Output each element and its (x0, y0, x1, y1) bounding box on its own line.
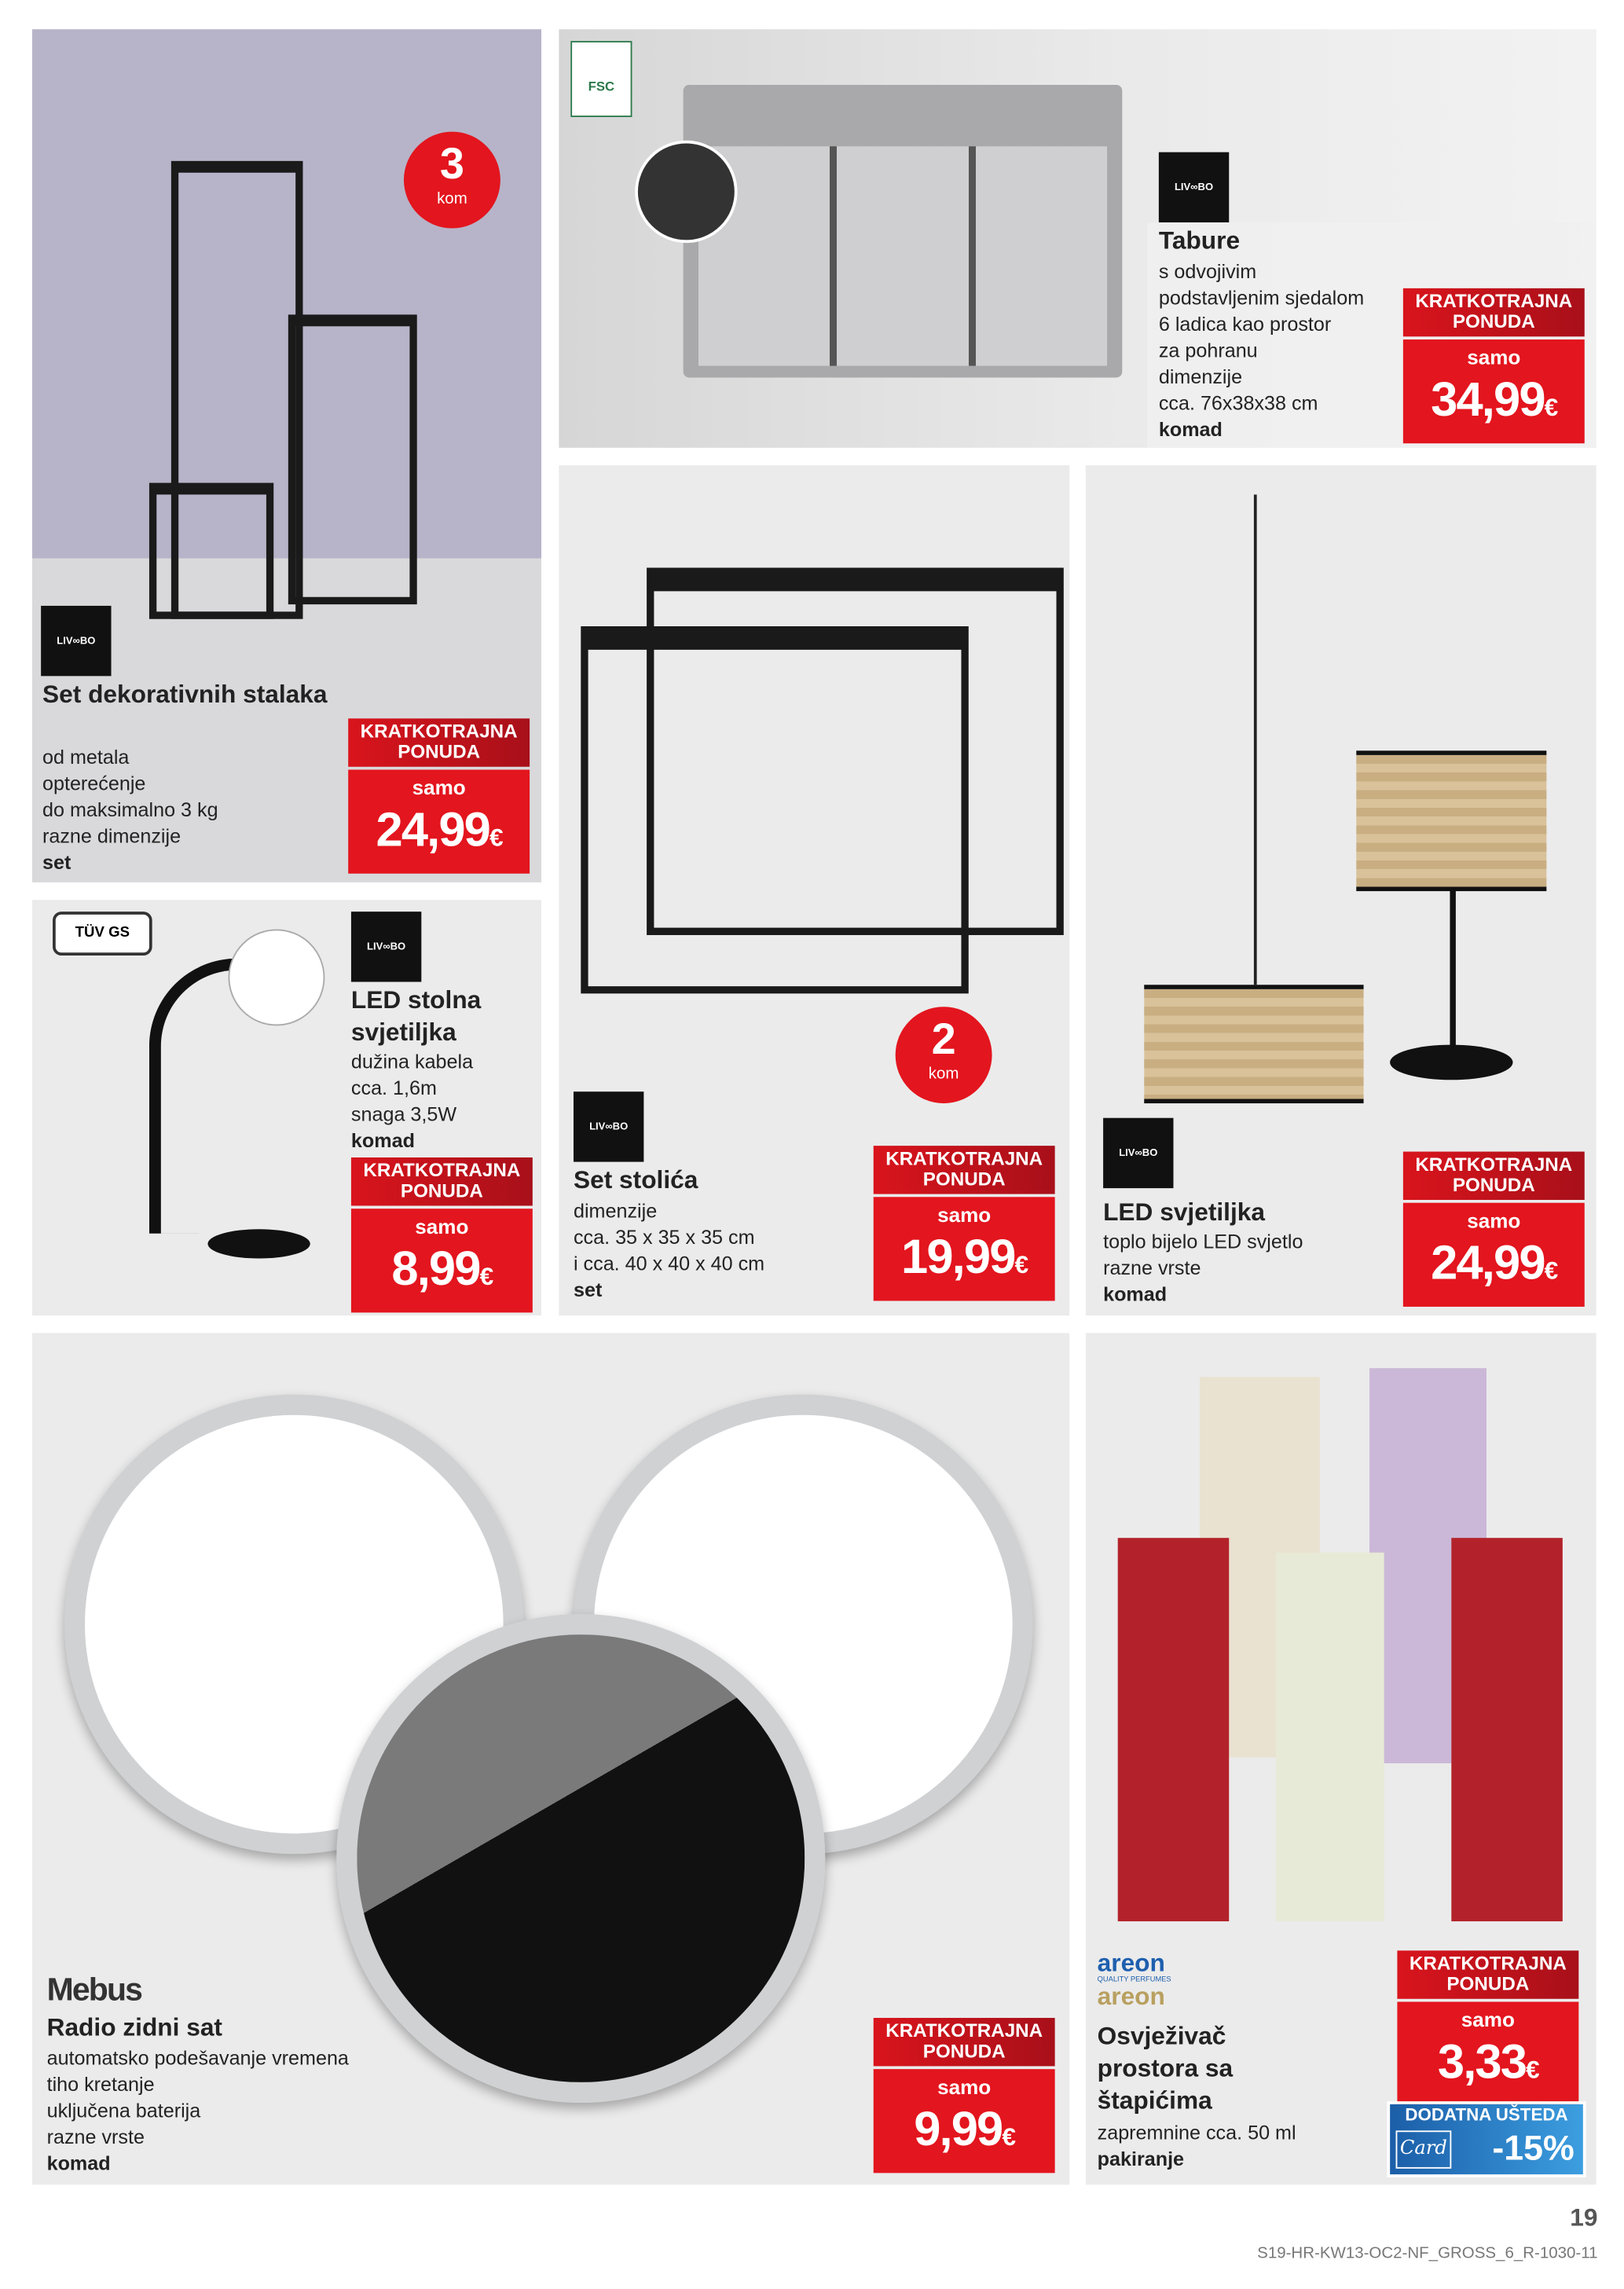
desc-line: snaga 3,5W (350, 1103, 457, 1126)
kaufland-card-icon: Card (1396, 2130, 1452, 2168)
drawers (698, 146, 1107, 365)
livarno-logo: LIV∞BO (41, 606, 111, 676)
promo-header: KRATKOTRAJNA PONUDA (874, 1146, 1055, 1194)
currency: € (1526, 2056, 1538, 2084)
desc-line: zapremnine cca. 50 ml (1097, 2122, 1296, 2144)
price-value: 34,99 (1431, 371, 1545, 426)
light-circle (229, 929, 325, 1025)
promo-header: KRATKOTRAJNA PONUDA (348, 718, 530, 766)
product-description (351, 1049, 473, 1154)
desc-line: za pohranu (1158, 339, 1258, 361)
currency: € (1002, 2123, 1015, 2151)
quantity-badge (896, 1007, 992, 1103)
price-value: 24,99 (376, 802, 490, 857)
badge-number: 3 (439, 140, 464, 189)
discount-value: -15% (1492, 2129, 1575, 2169)
stand-small (149, 483, 273, 619)
product-image-box-4 (1451, 1538, 1563, 1921)
unit: pakiranje (1097, 2148, 1185, 2170)
product-title: Set stolića (573, 1166, 698, 1194)
desc-line: tiho kretanje (46, 2073, 155, 2096)
product-description (47, 2045, 349, 2177)
product-title: LED stolna svjetiljka (350, 986, 482, 1047)
livarno-logo: LIV∞BO (1103, 1118, 1173, 1188)
desc-line: do maksimalno 3 kg (42, 798, 218, 821)
livarno-logo: LIV∞BO (1159, 152, 1229, 222)
promo-header: KRATKOTRAJNA PONUDA (1397, 1950, 1578, 1998)
product-description (1098, 2120, 1296, 2173)
brand-sub: QUALITY PERFUMES (1097, 1975, 1171, 1985)
samo-label: samo (1467, 345, 1521, 369)
product-card-side-tables[interactable] (559, 465, 1069, 1315)
promo-header: KRATKOTRAJNA PONUDA (874, 2018, 1055, 2066)
price-box (1403, 1152, 1585, 1307)
page-code: S19-HR-KW13-OC2-NF_GROSS_6_R-1030-11 (1257, 2244, 1598, 2262)
desc-line: cca. 1,6m (350, 1077, 437, 1099)
product-card-air-freshener[interactable] (1086, 1333, 1597, 2184)
unit: komad (1158, 418, 1223, 441)
desc-line: razne vrste (1103, 1256, 1201, 1279)
product-card-stands[interactable] (32, 29, 541, 882)
pendant-cord (1254, 494, 1257, 985)
desc-line: 6 ladica kao prostor (1158, 313, 1332, 336)
samo-label: samo (412, 775, 466, 799)
card-discount-box (1387, 2101, 1586, 2177)
table-small (581, 626, 968, 993)
brand-name-gold: areon (1097, 1983, 1165, 2011)
badge-unit: kom (928, 1065, 959, 1084)
unit: komad (1103, 1283, 1168, 1306)
price-value: 3,33 (1437, 2034, 1527, 2089)
product-description (1159, 259, 1364, 444)
areon-logo (1097, 1949, 1171, 2011)
samo-label: samo (415, 1214, 469, 1238)
price-box (874, 2018, 1055, 2173)
desc-line: uključena baterija (46, 2100, 201, 2122)
product-description (574, 1198, 764, 1304)
price-box (351, 1157, 533, 1312)
unit: set (42, 851, 71, 874)
fsc-logo: FSC (570, 41, 632, 117)
samo-label: samo (1467, 1209, 1521, 1232)
price-box (1397, 1950, 1578, 2105)
promo-header: KRATKOTRAJNA PONUDA (1403, 1152, 1585, 1200)
currency: € (489, 824, 502, 852)
price-box (874, 1146, 1055, 1300)
desc-line: cca. 35 x 35 x 35 cm (573, 1226, 755, 1249)
quantity-badge (404, 132, 500, 229)
badge-unit: kom (437, 190, 467, 208)
lamp-base (1390, 1045, 1512, 1080)
desc-line: od metala (42, 746, 130, 769)
promo-header: KRATKOTRAJNA PONUDA (1403, 288, 1585, 336)
zoom-circle (635, 141, 737, 243)
price-value: 9,99 (914, 2101, 1003, 2156)
product-card-led-lamp[interactable] (1086, 465, 1597, 1315)
currency: € (479, 1263, 493, 1291)
product-title: Osvježivač prostora sa štapićima (1097, 2022, 1234, 2115)
samo-label: samo (937, 2074, 992, 2099)
price-box (348, 718, 530, 873)
promo-header: KRATKOTRAJNA PONUDA (351, 1157, 533, 1205)
price-value: 24,99 (1431, 1234, 1545, 1289)
price-box (1403, 288, 1585, 443)
samo-label: samo (937, 1202, 992, 1227)
brand-name: areon (1097, 1949, 1165, 1977)
lamp-base (207, 1229, 310, 1258)
product-card-tabure[interactable] (559, 29, 1596, 448)
product-title: Tabure (1158, 226, 1241, 255)
desc-line: dimenzije (1158, 365, 1243, 388)
lamp-stem (1450, 890, 1455, 1051)
unit: set (573, 1278, 603, 1301)
desc-line: i cca. 40 x 40 x 40 cm (573, 1253, 765, 1275)
desc-line: razne vrste (46, 2126, 145, 2148)
product-image-box-5 (1276, 1553, 1384, 1921)
desc-line: automatsko podešavanje vremena (46, 2047, 349, 2070)
product-description (1103, 1229, 1303, 1308)
desc-line: cca. 76x38x38 cm (1158, 392, 1318, 415)
tuv-gs-logo: TÜV GS (53, 912, 152, 956)
price-value: 8,99 (391, 1241, 480, 1296)
livarno-logo: LIV∞BO (351, 912, 421, 981)
product-title: Set dekorativnih stalaka (42, 680, 328, 709)
desc-line: opterećenje (42, 772, 146, 795)
desc-line: podstavljenim sjedalom (1158, 286, 1365, 309)
product-card-desk-lamp[interactable] (32, 900, 541, 1315)
product-image-pendant (1144, 985, 1363, 1103)
desc-line: dužina kabela (350, 1051, 474, 1073)
currency: € (1544, 1256, 1557, 1286)
product-image-clock-3 (336, 1614, 825, 2103)
desc-line: s odvojivim (1158, 260, 1257, 283)
product-description (42, 745, 218, 877)
stand-mid (288, 314, 417, 604)
desc-line: toplo bijelo LED svjetlo (1103, 1231, 1303, 1253)
currency: € (1544, 393, 1557, 422)
price-value: 19,99 (901, 1229, 1015, 1284)
product-title: Radio zidni sat (46, 2013, 222, 2041)
product-title: LED svjetiljka (1103, 1198, 1265, 1227)
mebus-logo: Mebus (46, 1971, 142, 2008)
desc-line: dimenzije (573, 1200, 658, 1222)
extra-savings-label: DODATNA UŠTEDA (1405, 2104, 1568, 2125)
desc-line: razne dimenzije (42, 825, 181, 848)
page-number: 19 (1570, 2203, 1598, 2232)
samo-label: samo (1461, 2007, 1515, 2031)
product-card-wall-clock[interactable] (32, 1333, 1069, 2184)
unit: komad (350, 1129, 415, 1152)
product-image-table-lamp (1356, 750, 1546, 891)
badge-number: 2 (931, 1015, 956, 1064)
unit: komad (46, 2152, 111, 2175)
product-image-box-3 (1118, 1538, 1230, 1921)
livarno-logo: LIV∞BO (574, 1091, 643, 1161)
currency: € (1014, 1251, 1028, 1279)
